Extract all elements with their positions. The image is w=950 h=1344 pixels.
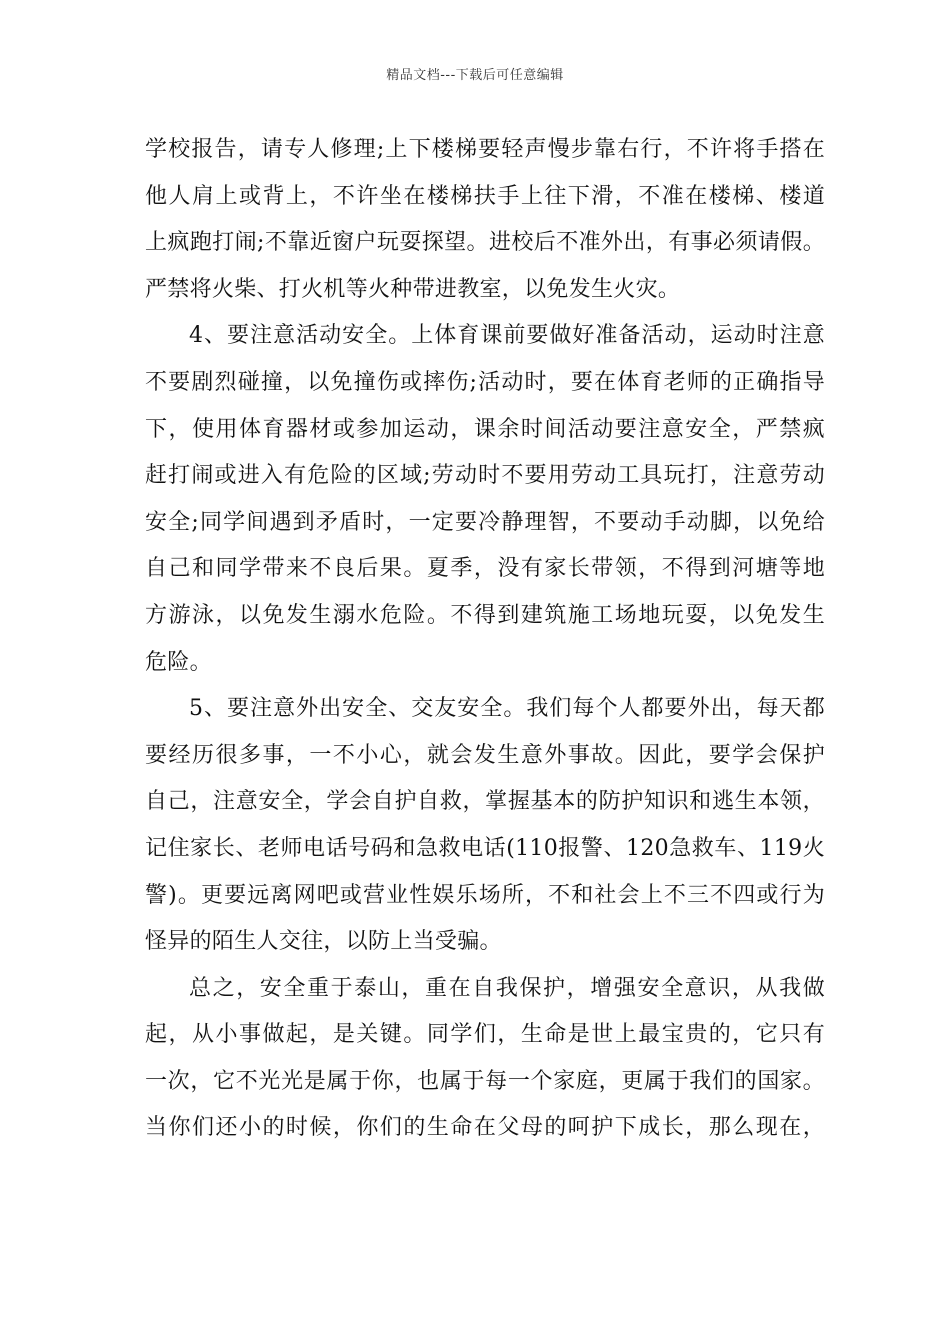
text-line: 学校报告，请专人修理;上下楼梯要轻声慢步靠右行，不许将手搭在 (145, 137, 825, 162)
text-line: 赶打闹或进入有危险的区域;劳动时不要用劳动工具玩打，注意劳动 (145, 463, 825, 489)
paragraph-first-line: 5、要注意外出安全、交友安全。我们每个人都要外出，每天都 (189, 696, 825, 722)
paragraph-first-line: 总之，安全重于泰山，重在自我保护，增强安全意识，从我做 (189, 975, 825, 1001)
text-line: 要经历很多事，一不小心，就会发生意外事故。因此，要学会保护 (145, 742, 825, 768)
text-line: 起，从小事做起，是关键。同学们，生命是世上最宝贵的，它只有 (145, 1022, 825, 1048)
text-line: 危险。 (145, 649, 212, 675)
text-line: 自己和同学带来不良后果。夏季，没有家长带领，不得到河塘等地 (145, 556, 825, 582)
text-line: 安全;同学间遇到矛盾时，一定要冷静理智，不要动手动脚，以免给 (145, 509, 825, 535)
text-line: 警)。更要远离网吧或营业性娱乐场所，不和社会上不三不四或行为 (145, 882, 825, 908)
text-line: 上疯跑打闹;不靠近窗户玩耍探望。进校后不准外出，有事必须请假。 (145, 230, 825, 256)
document-body (145, 127, 825, 1152)
text-line: 自己，注意安全，学会自护自救，掌握基本的防护知识和逃生本领， (145, 789, 825, 815)
text-line: 一次，它不光光是属于你，也属于每一个家庭，更属于我们的国家。 (145, 1068, 825, 1094)
text-line: 记住家长、老师电话号码和急救电话(110报警、120急救车、119火 (145, 835, 825, 861)
page-header: 精品文档---下载后可任意编辑 (386, 68, 564, 83)
text-line: 不要剧烈碰撞，以免撞伤或摔伤;活动时，要在体育老师的正确指导 (145, 369, 825, 395)
text-line: 怪异的陌生人交往，以防上当受骗。 (145, 929, 502, 955)
text-line: 他人肩上或背上，不许坐在楼梯扶手上往下滑，不准在楼梯、楼道 (145, 183, 825, 209)
text-line: 严禁将火柴、打火机等火种带进教室，以免发生火灾。 (145, 276, 681, 302)
text-line: 当你们还小的时候，你们的生命在父母的呵护下成长，那么现在， (145, 1115, 825, 1141)
text-line: 方游泳，以免发生溺水危险。不得到建筑施工场地玩耍，以免发生 (145, 602, 825, 628)
paragraph-first-line: 4、要注意活动安全。上体育课前要做好准备活动，运动时注意 (189, 323, 825, 349)
text-line: 下，使用体育器材或参加运动，课余时间活动要注意安全，严禁疯 (145, 416, 825, 442)
